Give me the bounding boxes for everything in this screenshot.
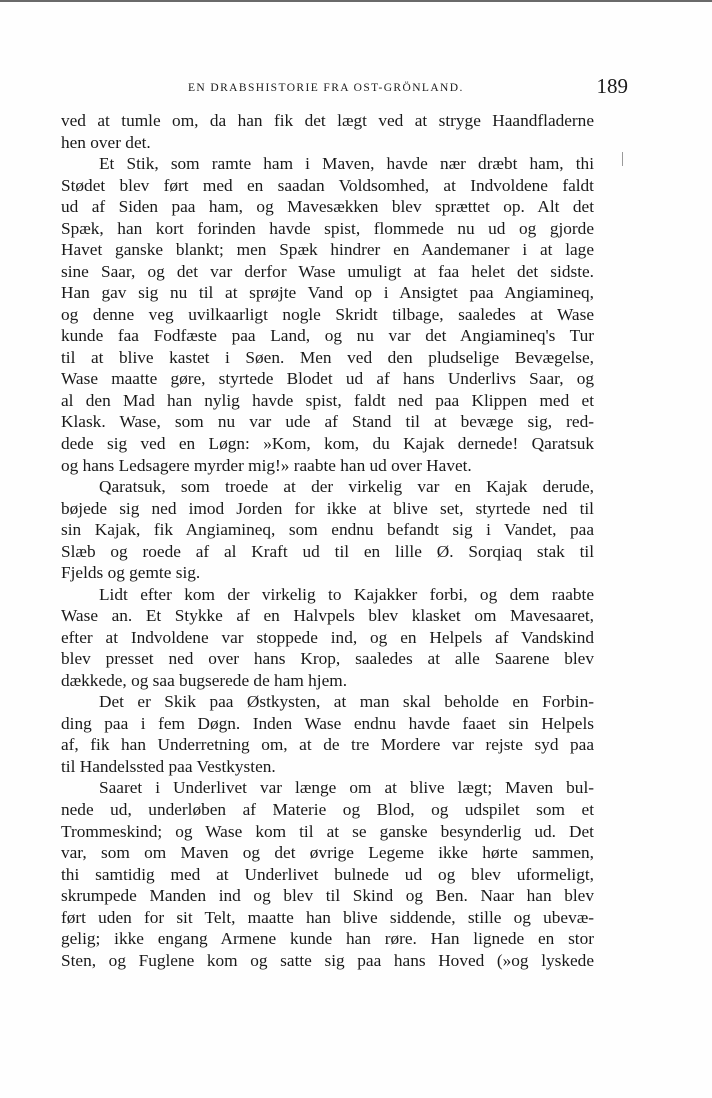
- text-line: Klask. Wase, som nu var ude af Stand til at bevæge sig, red-: [61, 412, 594, 432]
- text-line: sine Saar, og det var derfor Wase umuligt at faa helet det sidste.: [61, 261, 594, 281]
- body-text: [61, 110, 594, 971]
- text-line: Stødet blev ført med en saadan Voldsomhed, at Indvoldene faldt: [61, 175, 594, 195]
- text-line: hen over det.: [61, 132, 151, 152]
- text-line: ført uden for sit Telt, maatte han blive siddende, stille og ubevæ-: [61, 907, 594, 927]
- text-line: Saaret i Underlivet var længe om at blive lægt; Maven bul-: [99, 778, 594, 798]
- text-line: ud af Siden paa ham, og Mavesækken blev sprættet op. Alt det: [61, 197, 594, 217]
- text-line: Havet ganske blankt; men Spæk hindrer en Aandemaner i at lage: [61, 240, 594, 260]
- text-line: Et Stik, som ramte ham i Maven, havde nær dræbt ham, thi: [99, 154, 594, 174]
- text-line: til Handelssted paa Vestkysten.: [61, 756, 276, 776]
- running-title: EN DRABSHISTORIE FRA OST-GRÖNLAND.: [188, 82, 464, 94]
- text-line: Sten, og Fuglene kom og satte sig paa hans Hoved (»og lyskede: [61, 950, 594, 970]
- page-number: 189: [596, 74, 628, 98]
- text-line: Wase maatte gøre, styrtede Blodet ud af hans Underlivs Saar, og: [61, 369, 594, 389]
- page-top-edge: [0, 0, 712, 2]
- text-line: ding paa i fem Døgn. Inden Wase endnu havde faaet sin Helpels: [61, 713, 594, 733]
- text-line: Trommeskind; og Wase kom til at se ganske besynderlig ud. Det: [61, 821, 594, 841]
- scan-speck: [622, 152, 623, 166]
- text-line: al den Mad han nylig havde spist, faldt ned paa Klippen med et: [61, 390, 594, 410]
- text-line: thi samtidig med at Underlivet bulnede ud og blev uformeligt,: [61, 864, 594, 884]
- text-line: af, fik han Underretning om, at de tre Mordere var rejste syd paa: [61, 735, 594, 755]
- text-line: Spæk, han kort forinden havde spist, flommede nu ud og gjorde: [61, 218, 594, 238]
- text-line: og denne veg uvilkaarligt nogle Skridt tilbage, saaledes at Wase: [61, 304, 594, 324]
- text-line: Det er Skik paa Østkysten, at man skal beholde en Forbin-: [99, 692, 594, 712]
- text-line: gelig; ikke engang Armene kunde han røre. Han lignede en stor: [61, 929, 594, 949]
- text-line: dede sig ved en Løgn: »Kom, kom, du Kajak dernede! Qaratsuk: [61, 433, 594, 453]
- text-line: Fjelds og gemte sig.: [61, 563, 201, 583]
- text-line: nede ud, underløben af Materie og Blod, og udspilet som et: [61, 800, 594, 819]
- text-line: og hans Ledsagere myrder mig!» raabte han ud over Havet.: [61, 455, 472, 475]
- text-line: skrumpede Manden ind og blev til Skind og Ben. Naar han blev: [61, 886, 594, 906]
- text-line: til at blive kastet i Søen. Men ved den pludselige Bevægelse,: [61, 347, 594, 367]
- text-line: dækkede, og saa bugserede de ham hjem.: [61, 670, 348, 690]
- text-line: sin Kajak, fik Angiamineq, som endnu befandt sig i Vandet, paa: [61, 520, 594, 540]
- text-line: Slæb og roede af al Kraft ud til en lille Ø. Sorqiaq stak til: [61, 541, 594, 561]
- text-line: Qaratsuk, som troede at der virkelig var en Kajak derude,: [99, 477, 594, 497]
- text-line: ved at tumle om, da han fik det lægt ved at stryge Haandfladerne: [61, 111, 594, 130]
- text-line: blev presset ned over hans Krop, saaledes at alle Saarene blev: [61, 649, 594, 669]
- text-line: Han gav sig nu til at sprøjte Vand op i Ansigtet paa Angiamineq,: [61, 283, 594, 303]
- text-line: Wase an. Et Stykke af en Halvpels blev klasket om Mavesaaret,: [61, 606, 594, 626]
- text-line: var, som om Maven og det øvrige Legeme ikke hørte sammen,: [61, 843, 594, 863]
- text-line: bøjede sig ned imod Jorden for ikke at blive set, styrtede ned til: [61, 498, 594, 518]
- text-line: kunde faa Fodfæste paa Land, og nu var det Angiamineq's Tur: [61, 326, 594, 346]
- page-header: [60, 74, 628, 100]
- text-line: Lidt efter kom der virkelig to Kajakker forbi, og dem raabte: [99, 584, 594, 604]
- text-line: efter at Indvoldene var stoppede ind, og en Helpels af Vandskind: [61, 627, 594, 647]
